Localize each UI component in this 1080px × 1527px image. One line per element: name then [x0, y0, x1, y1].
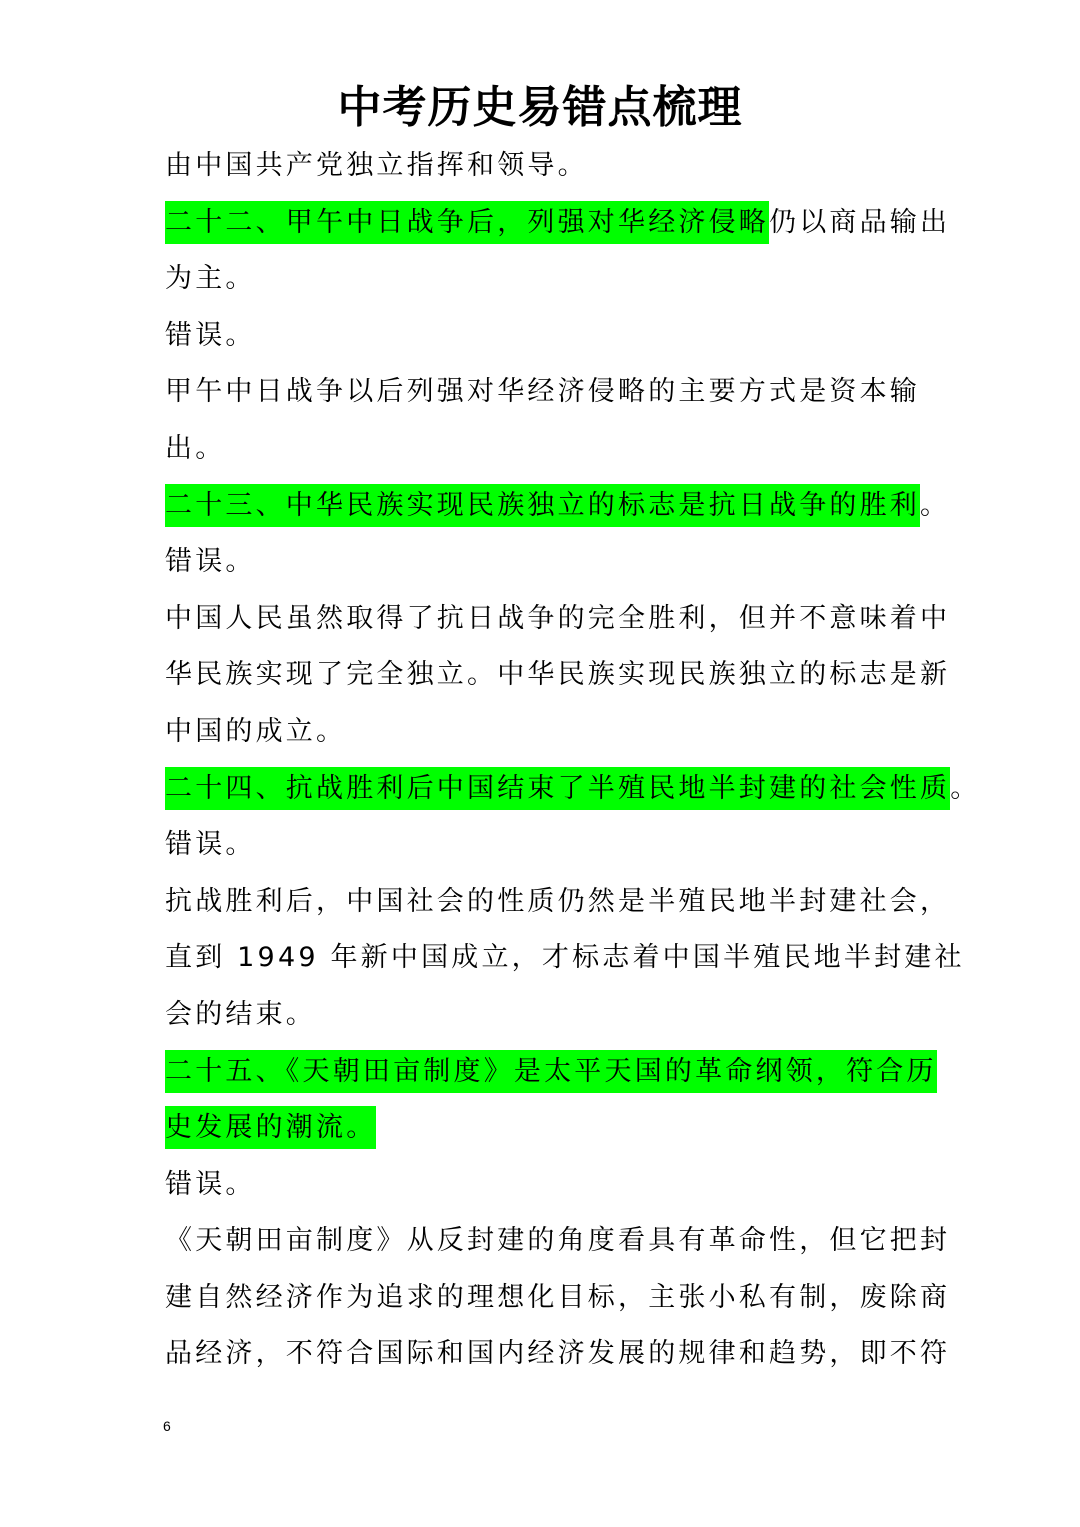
- text-line: 中国的成立。: [165, 715, 347, 747]
- question-24-line: 二十四、抗战胜利后中国结束了半殖民地半封建的社会性质。: [165, 761, 925, 818]
- text-line: 华民族实现了完全独立。中华民族实现民族独立的标志是新: [165, 659, 951, 691]
- answer-verdict: 错误。: [165, 546, 256, 578]
- text-line: 甲午中日战争以后列强对华经济侵略的主要方式是资本输: [165, 376, 920, 408]
- answer-verdict: 错误。: [165, 319, 256, 351]
- text-line: 《天朝田亩制度》从反封建的角度看具有革命性，但它把封: [165, 1225, 951, 1257]
- text-line: 抗战胜利后，中国社会的性质仍然是半殖民地半封建社会，: [165, 885, 951, 917]
- text-line: 建自然经济作为追求的理想化目标，主张小私有制，废除商: [165, 1281, 951, 1313]
- highlighted-question: 二十五、《天朝田亩制度》是太平天国的革命纲领，符合历: [165, 1050, 937, 1093]
- highlighted-question: 史发展的潮流。: [165, 1106, 376, 1149]
- highlighted-question: 二十二、甲午中日战争后，列强对华经济侵略: [165, 201, 769, 244]
- question-22-line-1: 二十二、甲午中日战争后，列强对华经济侵略仍以商品输出: [165, 195, 925, 252]
- document-body: [165, 138, 981, 1383]
- question-23-line: 二十三、中华民族实现民族独立的标志是抗日战争的胜利。: [165, 478, 925, 535]
- text-line: 中国人民虽然取得了抗日战争的完全胜利，但并不意味着中: [165, 602, 951, 634]
- text-line: 直到 1949 年新中国成立，才标志着中国半殖民地半封建社: [165, 942, 965, 974]
- text-line: 会的结束。: [165, 998, 316, 1030]
- page-title: 中考历史易错点梳理: [337, 82, 743, 133]
- question-25-line-2: [165, 1100, 925, 1157]
- text-line: 由中国共产党独立指挥和领导。: [165, 150, 588, 181]
- text-line: 为主。: [165, 263, 256, 295]
- question-25-line-1: [165, 1044, 937, 1101]
- text-line: 品经济，不符合国际和国内经济发展的规律和趋势，即不符: [165, 1338, 951, 1370]
- text-line: 出。: [165, 432, 226, 464]
- page-number: 6: [163, 1418, 171, 1434]
- highlighted-question: 二十三、中华民族实现民族独立的标志是抗日战争的胜利: [165, 484, 920, 527]
- highlighted-question: 二十四、抗战胜利后中国结束了半殖民地半封建的社会性质: [165, 767, 950, 810]
- answer-verdict: 错误。: [165, 1168, 256, 1200]
- answer-verdict: 错误。: [165, 829, 256, 861]
